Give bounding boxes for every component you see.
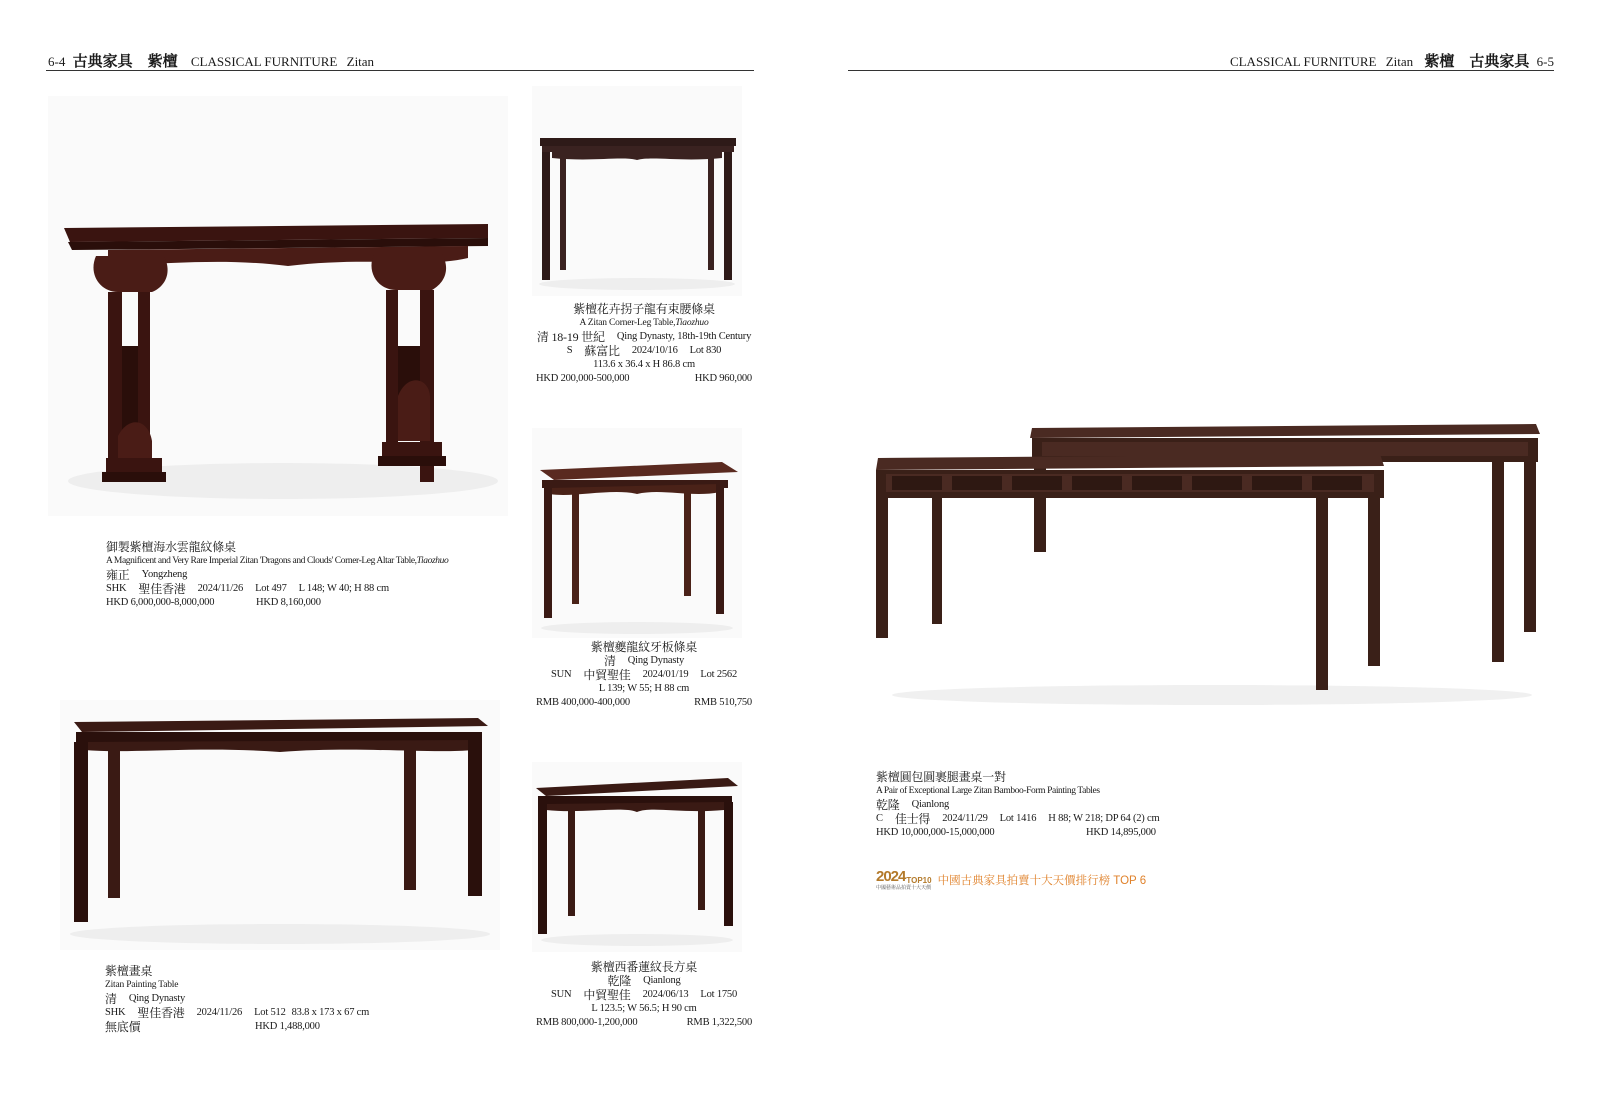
section-title-cn-right: 紫檀 古典家具 bbox=[1424, 54, 1530, 70]
lot5-photo bbox=[532, 762, 742, 952]
lot6-price: HKD 14,895,000 bbox=[1086, 827, 1156, 838]
lot1-estimate: HKD 6,000,000-8,000,000 bbox=[106, 597, 215, 608]
top10-logo bbox=[876, 868, 932, 891]
page-number-right: 6-5 bbox=[1536, 54, 1554, 69]
lot2-sale-info: S 蘇富比 2024/10/16 Lot 830 bbox=[566, 344, 722, 358]
lot6-title-cn: 紫檀圓包圓裹腿畫桌一對 bbox=[876, 770, 1006, 784]
lot3-sale-info: SUN 中貿聖佳 2024/01/19 Lot 2562 bbox=[550, 668, 738, 682]
lot2-dims: 113.6 x 36.4 x H 86.8 cm bbox=[593, 359, 695, 370]
lot5-dims: L 123.5; W 56.5; H 90 cm bbox=[591, 1003, 697, 1014]
top10-badge bbox=[876, 868, 1146, 891]
lot1-caption bbox=[106, 540, 506, 610]
lot6-prices bbox=[876, 826, 1176, 840]
lot2-title-en: A Zitan Corner-Leg Table, Tiaozhuo bbox=[579, 318, 709, 328]
lot1-title-cn: 御製紫檀海水雲龍紋條桌 bbox=[106, 540, 236, 554]
lot6-photo bbox=[872, 410, 1544, 710]
lot2-period: 清 18-19 世紀 Qing Dynasty, 18th-19th Century bbox=[536, 330, 752, 344]
lot5-prices bbox=[536, 1016, 752, 1030]
lot6-estimate: HKD 10,000,000-15,000,000 bbox=[876, 827, 995, 838]
lot6-sale-info: C 佳士得 2024/11/29 Lot 1416 H 88; W 218; DP 64 (2) cm bbox=[876, 812, 1160, 826]
lot3-title-cn: 紫檀夔龍紋牙板條桌 bbox=[590, 640, 698, 654]
header-rule-left bbox=[46, 70, 754, 71]
lot3-price: RMB 510,750 bbox=[694, 697, 752, 708]
lot6-title-en: A Pair of Exceptional Large Zitan Bamboo-Form Painting Tables bbox=[876, 786, 1100, 796]
lot2-photo bbox=[532, 86, 742, 296]
lot4-estimate: 無底價 bbox=[105, 1020, 141, 1034]
lot5-period: 乾隆 Qianlong bbox=[607, 974, 681, 988]
header-right bbox=[1230, 50, 1554, 71]
lot5-caption bbox=[536, 960, 752, 1030]
section-subtitle-en-right: Zitan bbox=[1385, 54, 1414, 69]
lot6-caption bbox=[876, 770, 1176, 840]
lot4-title-en: Zitan Painting Table bbox=[105, 980, 179, 990]
lot5-title-cn: 紫檀西番蓮紋長方桌 bbox=[590, 960, 698, 974]
lot4-sale-info: SHK 聖佳香港 2024/11/26 Lot 512 83.8 x 173 x 67 cm bbox=[105, 1006, 370, 1020]
lot1-title-en: A Magnificent and Very Rare Imperial Zitan 'Dragons and Clouds' Corner-Leg Altar Table, Tiaozhuo bbox=[106, 556, 449, 566]
lot1-photo bbox=[48, 96, 508, 516]
lot4-price: HKD 1,488,000 bbox=[255, 1021, 320, 1032]
lot1-period: 雍正 Yongzheng bbox=[106, 568, 188, 582]
lot6-period: 乾隆 Qianlong bbox=[876, 798, 950, 812]
lot2-estimate: HKD 200,000-500,000 bbox=[536, 373, 630, 384]
lot1-prices bbox=[106, 596, 506, 610]
section-subtitle-en-left: Zitan bbox=[346, 54, 375, 69]
lot1-price: HKD 8,160,000 bbox=[256, 597, 321, 608]
section-title-en-left: CLASSICAL FURNITURE bbox=[190, 54, 338, 69]
lot4-title-cn: 紫檀畫桌 bbox=[105, 964, 153, 978]
lot3-period: 清 Qing Dynasty bbox=[603, 654, 685, 668]
header-left bbox=[48, 50, 374, 71]
badge-top-label: TOP10 bbox=[906, 876, 932, 885]
section-title-cn-left: 古典家具 紫檀 bbox=[72, 54, 178, 70]
lot2-prices bbox=[536, 372, 752, 386]
lot3-caption bbox=[536, 640, 752, 710]
header-rule-right bbox=[848, 70, 1554, 71]
lot4-period: 清 Qing Dynasty bbox=[105, 992, 186, 1006]
lot4-caption bbox=[105, 964, 465, 1034]
lot4-prices bbox=[105, 1020, 465, 1034]
lot4-photo bbox=[60, 700, 500, 950]
lot1-sale-info: SHK 聖佳香港 2024/11/26 Lot 497 L 148; W 40; H 88 cm bbox=[106, 582, 389, 596]
lot2-caption bbox=[536, 302, 752, 386]
section-title-en-right: CLASSICAL FURNITURE bbox=[1229, 54, 1377, 69]
lot3-photo bbox=[532, 428, 742, 638]
lot3-dims: L 139; W 55; H 88 cm bbox=[598, 683, 690, 694]
badge-subtitle: 中國藝術品拍賣十大天價 bbox=[876, 885, 932, 891]
lot2-price: HKD 960,000 bbox=[694, 373, 752, 384]
page-number-left: 6-4 bbox=[48, 54, 66, 69]
badge-year: 2024 bbox=[876, 868, 906, 885]
lot5-price: RMB 1,322,500 bbox=[686, 1017, 752, 1028]
lot3-prices bbox=[536, 696, 752, 710]
lot5-sale-info: SUN 中貿聖佳 2024/06/13 Lot 1750 bbox=[550, 988, 738, 1002]
lot5-estimate: RMB 800,000-1,200,000 bbox=[536, 1017, 638, 1028]
lot3-estimate: RMB 400,000-400,000 bbox=[536, 697, 630, 708]
ranking-label: 中國古典家具拍賣十大天價排行榜 TOP 6 bbox=[937, 874, 1147, 887]
lot2-title-cn: 紫檀花卉拐子龍有束腰條桌 bbox=[573, 302, 715, 316]
